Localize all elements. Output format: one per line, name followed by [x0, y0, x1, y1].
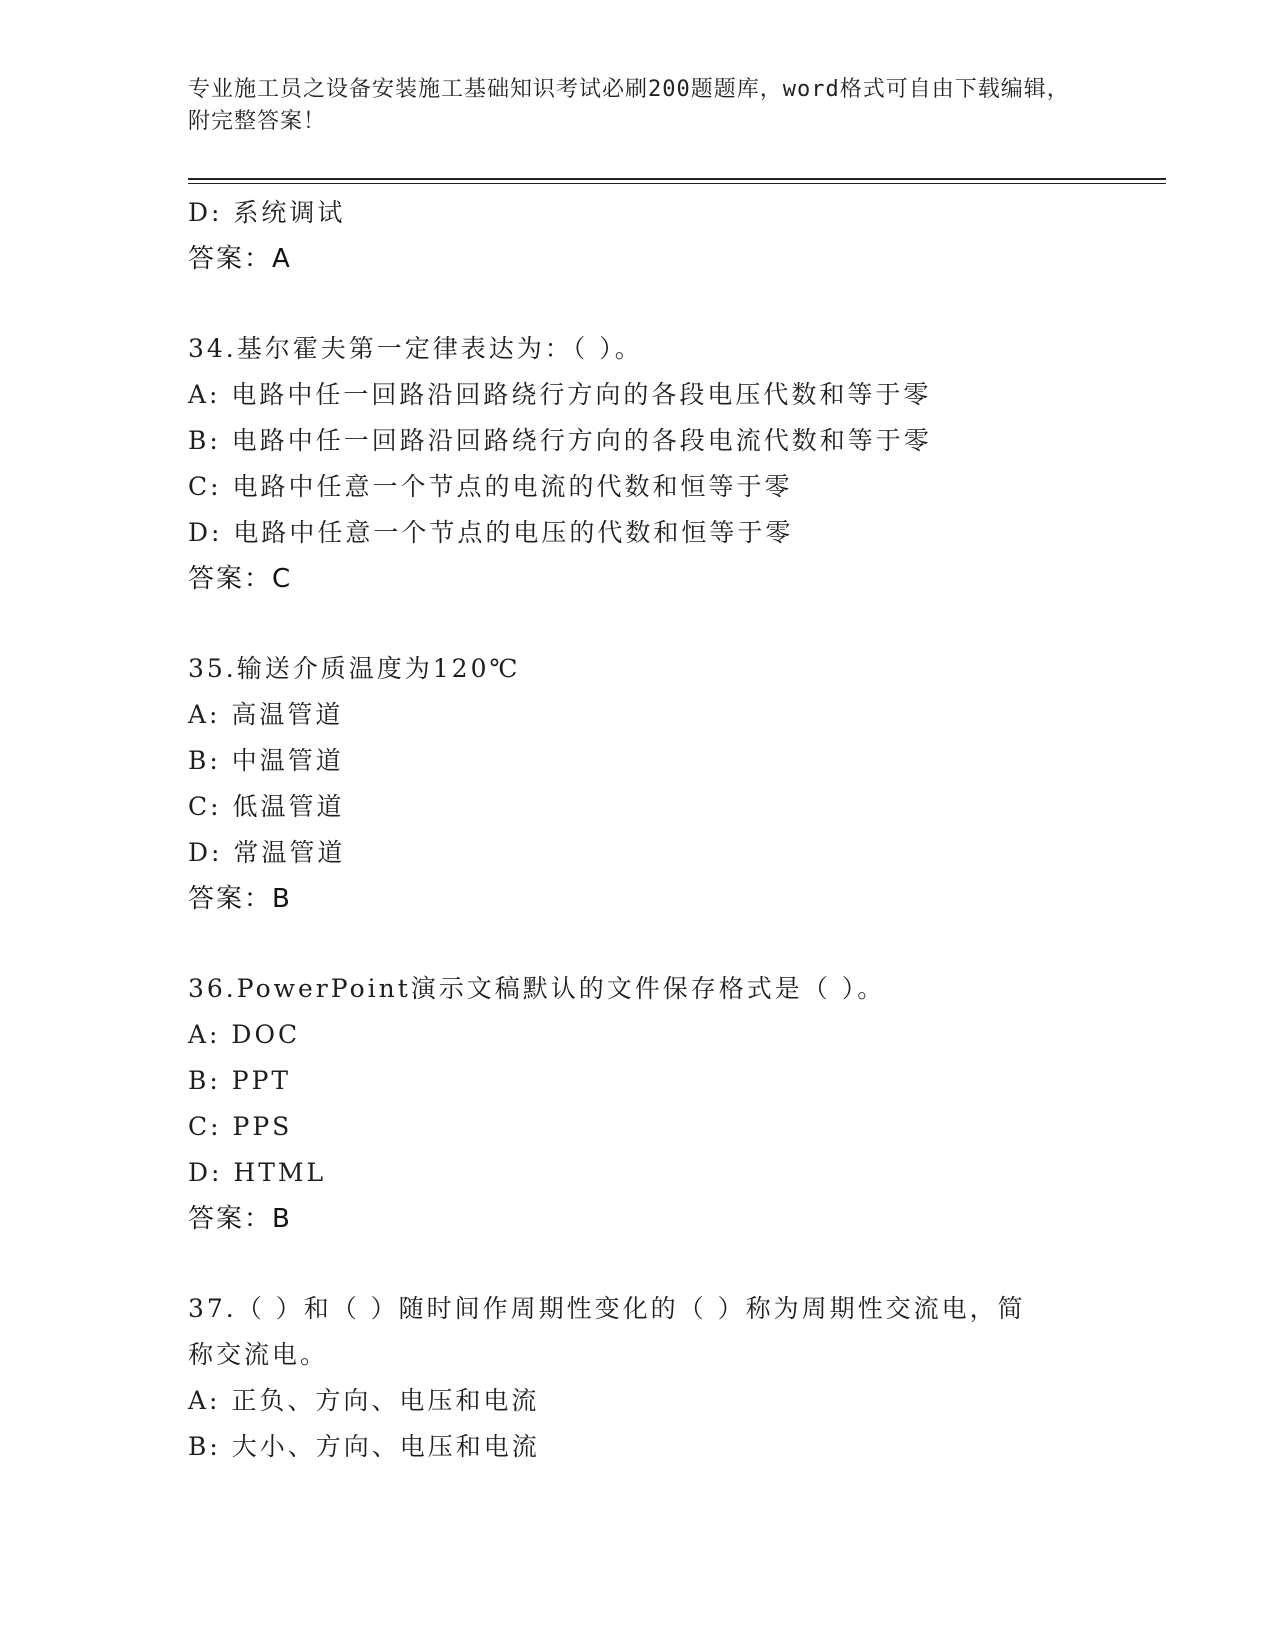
question-stem: 35.输送介质温度为120℃ [188, 654, 521, 683]
option-d: D: 系统调试 [188, 198, 346, 227]
question-stem: 34.基尔霍夫第一定律表达为：（ ）。 [188, 334, 643, 363]
answer-line: 答案：B [188, 1204, 292, 1234]
option-a: A: 电路中任一回路沿回路绕行方向的各段电压代数和等于零 [188, 380, 932, 409]
option-a: A: 高温管道 [188, 700, 344, 729]
question-content [188, 190, 1108, 1470]
option-c: C: 电路中任意一个节点的电流的代数和恒等于零 [188, 472, 793, 501]
option-a: A: DOC [188, 1020, 301, 1049]
option-d: D: 电路中任意一个节点的电压的代数和恒等于零 [188, 518, 794, 547]
option-b: B: 大小、方向、电压和电流 [188, 1432, 540, 1461]
option-b: B: PPT [188, 1066, 292, 1095]
question-35 [188, 646, 1108, 922]
question-stem: 37.（ ）和（ ）随时间作周期性变化的（ ）称为周期性交流电，简称交流电。 [188, 1294, 1026, 1369]
question-34 [188, 326, 1108, 602]
document-header: 专业施工员之设备安装施工基础知识考试必刷200题题库，word格式可自由下载编辑，附完整答案！ [188, 77, 1070, 134]
answer-line: 答案：B [188, 884, 292, 914]
question-fragment [188, 190, 1108, 282]
header-divider [188, 178, 1166, 180]
option-d: D: HTML [188, 1158, 327, 1187]
option-b: B: 电路中任一回路沿回路绕行方向的各段电流代数和等于零 [188, 426, 932, 455]
option-b: B: 中温管道 [188, 746, 344, 775]
question-stem: 36.PowerPoint演示文稿默认的文件保存格式是（ ）。 [188, 974, 886, 1003]
question-36 [188, 966, 1108, 1242]
answer-line: 答案：A [188, 244, 292, 274]
question-37 [188, 1286, 1108, 1470]
header-divider-thin [188, 183, 1166, 184]
option-d: D: 常温管道 [188, 838, 346, 867]
option-c: C: 低温管道 [188, 792, 345, 821]
option-a: A: 正负、方向、电压和电流 [188, 1386, 540, 1415]
option-c: C: PPS [188, 1112, 293, 1141]
answer-line: 答案：C [188, 564, 293, 594]
